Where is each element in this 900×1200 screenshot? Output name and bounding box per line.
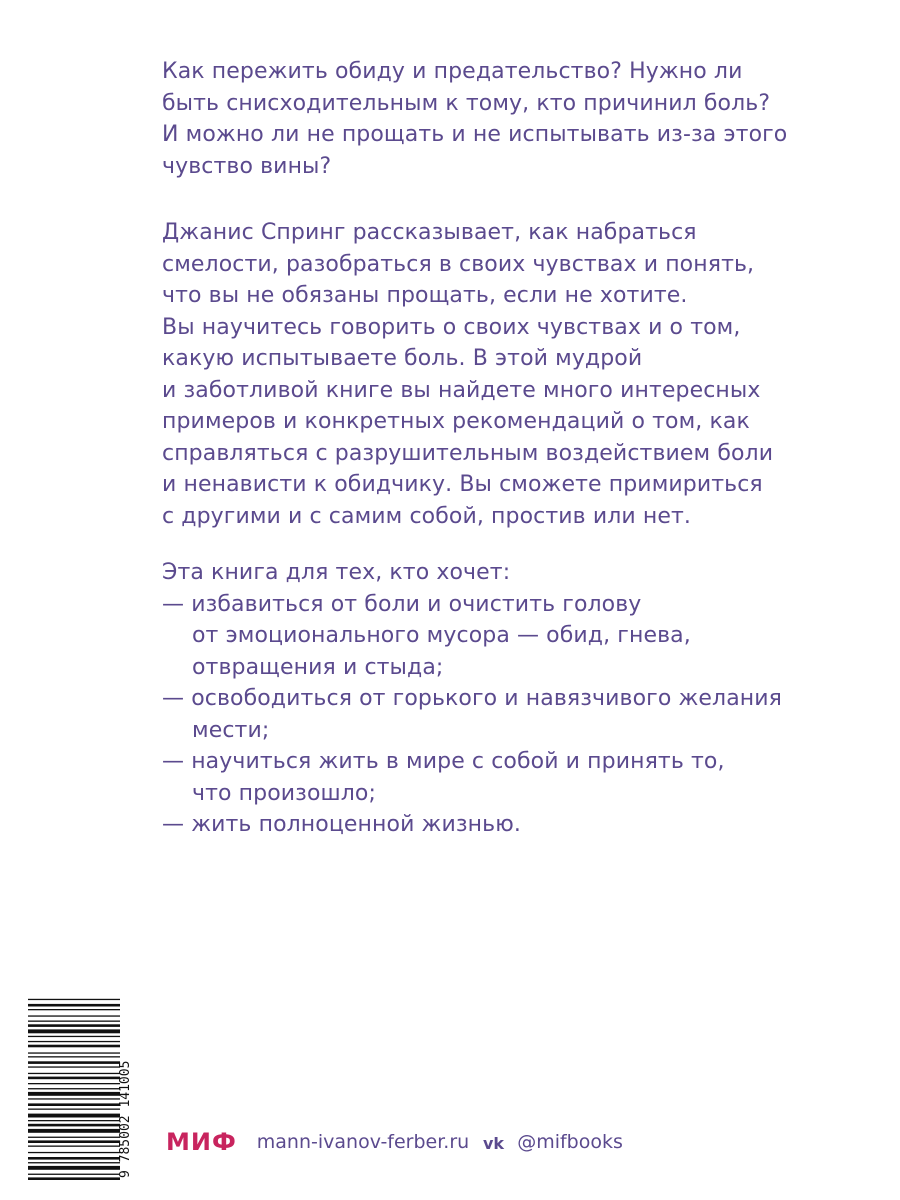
barcode-bar xyxy=(28,1162,120,1163)
barcode-bar xyxy=(28,1004,120,1007)
text-line: и ненависти к обидчику. Вы сможете примириться xyxy=(162,472,763,497)
barcode-bar xyxy=(28,1077,120,1080)
barcode-bar xyxy=(28,1061,120,1064)
barcode-bar xyxy=(28,1177,120,1180)
barcode-bar xyxy=(28,1140,120,1143)
text-line: быть снисходительным к тому, кто причинил боль? xyxy=(162,90,771,116)
description-paragraph xyxy=(162,217,802,532)
text-line: что вы не обязаны прощать, если не хотите. xyxy=(162,283,688,308)
barcode-bar xyxy=(28,1036,120,1037)
barcode-bar xyxy=(28,1152,120,1153)
barcode-bar xyxy=(28,1092,120,1096)
barcode-bar xyxy=(28,1045,120,1048)
barcode-bar xyxy=(28,1146,120,1147)
barcode-bar xyxy=(28,1124,120,1127)
barcode-bar xyxy=(28,1088,120,1089)
text-line: Вы научитесь говорить о своих чувствах и о том, xyxy=(162,314,741,340)
vk-icon[interactable] xyxy=(483,1134,509,1150)
list-item-continuation: от эмоционального мусора — обид, гнева, xyxy=(192,623,691,648)
isbn-barcode xyxy=(28,950,138,1180)
text-line: Джанис Спринг рассказывает, как набраться xyxy=(162,220,697,245)
text-line: и заботливой книге вы найдете много интересных xyxy=(162,377,761,403)
social-handle[interactable]: @mifbooks xyxy=(517,1131,623,1153)
barcode-bar xyxy=(28,1166,120,1170)
list-item: — освободиться от горького и навязчивого желания xyxy=(162,686,782,711)
barcode-bar xyxy=(28,1098,120,1099)
barcode-bar xyxy=(28,1157,120,1160)
barcode-bar xyxy=(28,999,120,1000)
list-item: — научиться жить в мире с собой и принять то, xyxy=(162,749,725,774)
barcode-bar xyxy=(28,1056,120,1057)
barcode-bar xyxy=(28,1009,120,1010)
website-link[interactable]: mann-ivanov-ferber.ru xyxy=(256,1131,470,1153)
svg-text:vk: vk xyxy=(483,1135,505,1151)
barcode-bar xyxy=(28,1120,120,1121)
barcode-bar xyxy=(28,1109,120,1110)
barcode-bar xyxy=(28,1029,120,1033)
barcode-bar xyxy=(28,1041,120,1042)
barcode-bar xyxy=(28,1066,120,1067)
text-line: смелости, разобраться в своих чувствах и понять, xyxy=(162,251,755,277)
list-item-continuation: что произошло; xyxy=(192,780,376,806)
list-item: — жить полноценной жизнью. xyxy=(162,812,521,837)
intro-paragraph xyxy=(162,56,802,182)
barcode-bar xyxy=(28,1083,120,1084)
list-item-continuation: отвращения и стыда; xyxy=(192,654,444,680)
barcode-bar xyxy=(28,1073,120,1074)
list-item: — избавиться от боли и очистить голову xyxy=(162,591,642,617)
text-line: Как пережить обиду и предательство? Нужно ли xyxy=(162,59,743,84)
text-line: какую испытываете боль. В этой мудрой xyxy=(162,346,643,371)
barcode-bar xyxy=(28,1137,120,1138)
publisher-footer xyxy=(166,1128,623,1156)
text-line: И можно ли не прощать и не испытывать из-за этого xyxy=(162,122,788,147)
barcode-bar xyxy=(28,1024,120,1027)
barcode-bar xyxy=(28,1021,120,1022)
text-line: чувство вины? xyxy=(162,153,332,179)
text-line: с другими и с самим собой, простив или нет. xyxy=(162,503,691,529)
text-line: примеров и конкретных рекомендаций о том, как xyxy=(162,409,750,434)
barcode-bar xyxy=(28,1052,120,1053)
audience-list xyxy=(162,557,802,841)
text-line: справляться с разрушительным воздействием боли xyxy=(162,440,774,466)
publisher-logo: МИФ xyxy=(166,1128,237,1156)
list-item-continuation: мести; xyxy=(192,717,270,743)
barcode-bar xyxy=(28,1015,120,1016)
barcode-bar xyxy=(28,1103,120,1106)
barcode-bar xyxy=(28,1174,120,1175)
barcode-bar xyxy=(28,1114,120,1118)
list-intro: Эта книга для тех, кто хочет: xyxy=(162,560,511,585)
barcode-bar xyxy=(28,1129,120,1133)
barcode-number: 9 785002 141005 xyxy=(118,1060,133,1178)
